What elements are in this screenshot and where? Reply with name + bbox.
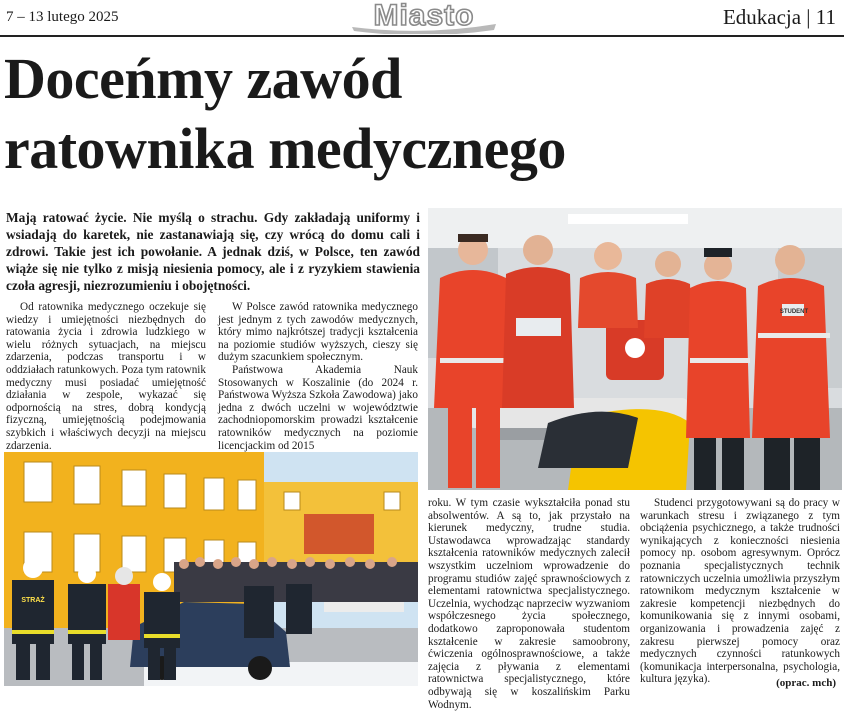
issue-date: 7 – 13 lutego 2025: [6, 9, 119, 25]
article-column-1: [6, 301, 206, 452]
article-column-3: [428, 497, 630, 711]
paragraph: Studenci przygotowywani są do pracy w warunkach stresu i związanego z tym obciążenia psychicznego, a także trudności wynikających z konieczności niesienia pomocy np. osobom agresywnym. Oprócz poznania specjalistycznych technik ratowniczych uczelnia umożliwia przyszłym ratownikom medycznym kształcenie w zakresie kompetencji niezbędnych do komunikowania się z innymi osobami, organizowania i prowadzenia zajęć z zakresu pierwszej pomocy oraz medycznych czynności ratunkowych (komunikacja interpersonalna, psychologia, kultura języka).: [640, 497, 840, 686]
masthead-logo[interactable]: [344, 0, 504, 34]
article-title: [4, 44, 704, 184]
photo-paramedic-students: [428, 208, 842, 490]
title-line-2: ratownika medycznego: [4, 116, 566, 181]
logo-text: Miasto: [373, 0, 475, 32]
article-column-4: [640, 497, 840, 686]
uniform-label: STUDENT: [779, 309, 809, 315]
article-column-2: [218, 301, 418, 452]
paragraph: W Polsce zawód ratownika medycznego jest jednym z tych zawodów medycznych, który mimo najkrótszej tradycji kształcenia na poziomie studiów wyższych, cieszy się dużym szacunkiem społecznym.: [218, 301, 418, 364]
author-credit: (oprac. mch): [776, 677, 836, 689]
article-lead: Mają ratować życie. Nie myślą o strachu. Gdy zakładają uniformy i wsiadają do karetek, nie zastanawiają się, czy wrócą do domu cali i zdrowi. Takie jest ich powołanie. A jednak dziś, w Polsce, ten zawód wiąże się nie tylko z misją niesienia pomocy, ale i z ryzykiem stawienia czoła agresji, niezrozumieniu i obojętności.: [6, 210, 420, 293]
photo-rescue-drill: [4, 452, 418, 686]
paragraph: Państwowa Akademia Nauk Stosowanych w Koszalinie (do 2024 r. Państwowa Wyższa Szkoła Zawodowa) jako jedna z dwóch uczelni w województwie zachodniopomorskim prowadzi kształcenie ratowników medycznych na poziomie licencjackim od 2015: [218, 363, 418, 452]
title-line-1: Doceńmy zawód: [4, 46, 402, 111]
section-label: Edukacja | 11: [722, 5, 836, 29]
paragraph: roku. W tym czasie wykształciła ponad stu absolwentów. A są to, jak przystało na kierunek medyczny, trudne studia. Ustawodawca wprowadzając standardy kształcenia ratowników medycznych zalecił wszystkim uczelniom wprowadzenie do programu studiów zajęć sprawnościowych z elementami ratownictwa specjalistycznego. Uczelnia, wychodząc naprzeciw wyzwaniom współczesnego życia społecznego, dodatkowo zaproponowała studentom kształcenie w zakresie samoobrony, ćwiczenia ogólnosprawnościowe, a także zajęcia z pływania z elementami ratownictwa specjalistycznego, które odbywają się w koszalińskim Parku Wodnym.: [428, 497, 630, 711]
header-rule: [0, 35, 844, 37]
vest-label: STRAŻ: [21, 597, 45, 604]
paragraph: Od ratownika medycznego oczekuje się wiedzy i umiejętności niezbędnych do ratowania życia i zdrowia ludzkiego w wielu różnych sytuacjach, na miejscu zdarzenia, podczas transportu i w oddziałach ratunkowych. Poza tym ratownik medyczny musi posiadać umiejętność działania w zespole, wykazać się odpornością na stres, dobrą kondycją fizyczną, umiejętnością podejmowania szybkich i właściwych decyzji na miejscu zdarzenia.: [6, 301, 206, 452]
